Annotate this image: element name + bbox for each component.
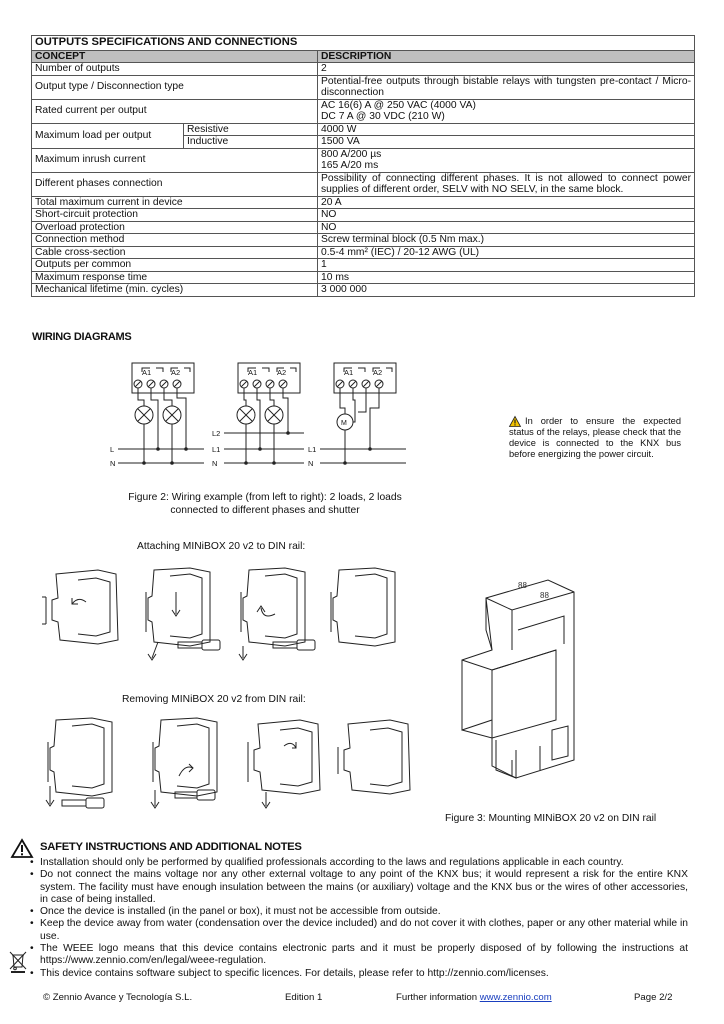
terminal-a2-label: A2 bbox=[171, 368, 181, 377]
row-concept: Short-circuit protection bbox=[32, 209, 318, 222]
description-line: 0.5-4 mm² (IEC) / 20-12 AWG (UL) bbox=[321, 246, 480, 258]
svg-text:88: 88 bbox=[518, 581, 527, 590]
table-row bbox=[32, 63, 695, 76]
description-line: 3 000 000 bbox=[321, 284, 367, 295]
row-description: 1500 VA bbox=[318, 136, 695, 149]
table-row bbox=[32, 221, 695, 234]
row-description bbox=[318, 246, 695, 259]
footer-page: Page 2/2 bbox=[634, 992, 673, 1003]
row-concept: Connection method bbox=[32, 234, 318, 247]
table-row bbox=[32, 123, 695, 136]
figure3-caption: Figure 3: Mounting MINiBOX 20 v2 on DIN rail bbox=[445, 813, 657, 824]
table-row bbox=[32, 246, 695, 259]
row-subconcept: Resistive bbox=[184, 123, 318, 136]
terminal-a2-label: A2 bbox=[277, 368, 287, 377]
column-header-description: DESCRIPTION bbox=[318, 50, 695, 63]
row-description bbox=[318, 234, 695, 247]
list-item: • Installation should only be performed by qualified professionals according to the laws and regulations applicable in each country. bbox=[30, 857, 688, 869]
row-concept: Total maximum current in device bbox=[32, 196, 318, 209]
description-line: Potential-free outputs through bistable relays with tungsten pre-contact / Micro-disconnection bbox=[321, 75, 691, 98]
table-row bbox=[32, 271, 695, 284]
list-item: • This device contains software subject to specific licences. For details, please refer to http://zennio.com/licenses. bbox=[30, 968, 688, 980]
description-line: 20 A bbox=[321, 196, 342, 208]
remove-steps-illustration bbox=[40, 712, 410, 812]
table-title: OUTPUTS SPECIFICATIONS AND CONNECTIONS bbox=[32, 36, 695, 51]
description-line: 1 bbox=[321, 259, 327, 270]
wiring-heading: WIRING DIAGRAMS bbox=[32, 331, 132, 343]
row-concept: Outputs per common bbox=[32, 259, 318, 272]
list-item: • Keep the device away from water (condensation over the device included) and do not cover it with clothes, paper or any other material while in use. bbox=[30, 918, 688, 943]
remove-label: Removing MINiBOX 20 v2 from DIN rail: bbox=[122, 694, 306, 705]
table-row bbox=[32, 196, 695, 209]
row-description: 4000 W bbox=[318, 123, 695, 136]
list-item: • Do not connect the mains voltage nor any other external voltage to any point of the KNX bus; it would represent a risk for the entire KNX system. The facility must have enough insulation between the mains (or auxiliary) voltage and the KNX bus or the wires of other accessories, in case of being installed. bbox=[30, 869, 688, 906]
footer-edition: Edition 1 bbox=[285, 992, 323, 1003]
safety-heading: SAFETY INSTRUCTIONS AND ADDITIONAL NOTES bbox=[40, 841, 302, 853]
line-n-label: N bbox=[212, 459, 218, 468]
row-description bbox=[318, 259, 695, 272]
row-concept: Maximum load per output bbox=[32, 123, 184, 148]
row-concept: Rated current per output bbox=[32, 99, 318, 123]
description-line: AC 16(6) A @ 250 VAC (4000 VA) bbox=[321, 99, 476, 111]
row-description bbox=[318, 284, 695, 297]
table-row bbox=[32, 99, 695, 123]
svg-text:88: 88 bbox=[540, 591, 549, 600]
warning-icon bbox=[11, 839, 33, 858]
row-description bbox=[318, 99, 695, 123]
row-description bbox=[318, 196, 695, 209]
list-item: • The WEEE logo means that this device contains electronic parts and it must be properly disposed of by following the instructions at https://www.zennio.com/en/legal/weee-regulation. bbox=[30, 943, 688, 968]
table-row bbox=[32, 75, 695, 99]
description-line: 165 A/20 ms bbox=[321, 160, 379, 171]
table-row bbox=[32, 234, 695, 247]
line-l1-label: L1 bbox=[212, 445, 221, 454]
row-concept: Maximum inrush current bbox=[32, 148, 318, 172]
figure2-caption: Figure 2: Wiring example (from left to right): 2 loads, 2 loads connected to different phases and shutter bbox=[128, 492, 402, 516]
footer-company: © Zennio Avance y Tecnología S.L. bbox=[43, 992, 193, 1003]
row-description bbox=[318, 271, 695, 284]
row-description bbox=[318, 75, 695, 99]
attach-steps-illustration bbox=[38, 562, 408, 662]
warning-note: In order to ensure the expected status of the relays, please check that the device is connected to the KNX bus before energizing the power circuit. bbox=[509, 416, 681, 459]
table-row bbox=[32, 284, 695, 297]
row-concept: Number of outputs bbox=[32, 63, 318, 76]
row-concept: Output type / Disconnection type bbox=[32, 75, 318, 99]
row-description bbox=[318, 63, 695, 76]
row-concept: Cable cross-section bbox=[32, 246, 318, 259]
outputs-spec-table bbox=[31, 35, 695, 297]
terminal-a1-label: A1 bbox=[344, 368, 354, 377]
row-concept: Maximum response time bbox=[32, 271, 318, 284]
description-line: 800 A/200 µs bbox=[321, 148, 382, 160]
terminal-a2-label: A2 bbox=[373, 368, 383, 377]
table-row bbox=[32, 172, 695, 196]
list-item: • Once the device is installed (in the panel or box), it must not be accessible from outside. bbox=[30, 906, 688, 918]
line-l2-label: L2 bbox=[212, 429, 221, 438]
table-row bbox=[32, 209, 695, 222]
attach-label: Attaching MINiBOX 20 v2 to DIN rail: bbox=[137, 541, 306, 552]
row-concept: Overload protection bbox=[32, 221, 318, 234]
website-link[interactable]: www.zennio.com bbox=[479, 992, 552, 1003]
table-row bbox=[32, 259, 695, 272]
description-line: NO bbox=[321, 209, 337, 220]
row-description bbox=[318, 209, 695, 222]
motor-label: M bbox=[341, 420, 347, 427]
description-line: 10 ms bbox=[321, 271, 350, 283]
column-header-concept: CONCEPT bbox=[32, 50, 318, 63]
description-line: Screw terminal block (0.5 Nm max.) bbox=[321, 234, 485, 245]
description-line: NO bbox=[321, 221, 337, 233]
line-l1-label: L1 bbox=[308, 445, 317, 454]
table-row bbox=[32, 148, 695, 172]
row-concept: Mechanical lifetime (min. cycles) bbox=[32, 284, 318, 297]
footer-more-info: Further information www.zennio.com bbox=[396, 992, 552, 1003]
device-illustration bbox=[456, 570, 596, 790]
row-description bbox=[318, 221, 695, 234]
description-line: 2 bbox=[321, 63, 327, 74]
safety-list bbox=[30, 857, 688, 980]
description-line: Possibility of connecting different phases. It is not allowed to connect power supplies of different order, SELV with NO SELV, in the same block. bbox=[321, 172, 691, 195]
wiring-diagram bbox=[108, 360, 408, 470]
row-description bbox=[318, 148, 695, 172]
weee-icon bbox=[9, 951, 27, 973]
line-n-label: N bbox=[308, 459, 314, 468]
terminal-a1-label: A1 bbox=[142, 368, 152, 377]
line-n-label: N bbox=[110, 459, 116, 468]
row-concept: Different phases connection bbox=[32, 172, 318, 196]
line-l-label: L bbox=[110, 445, 115, 454]
row-subconcept: Inductive bbox=[184, 136, 318, 149]
row-description bbox=[318, 172, 695, 196]
terminal-a1-label: A1 bbox=[248, 368, 258, 377]
description-line: DC 7 A @ 30 VDC (210 W) bbox=[321, 111, 445, 122]
